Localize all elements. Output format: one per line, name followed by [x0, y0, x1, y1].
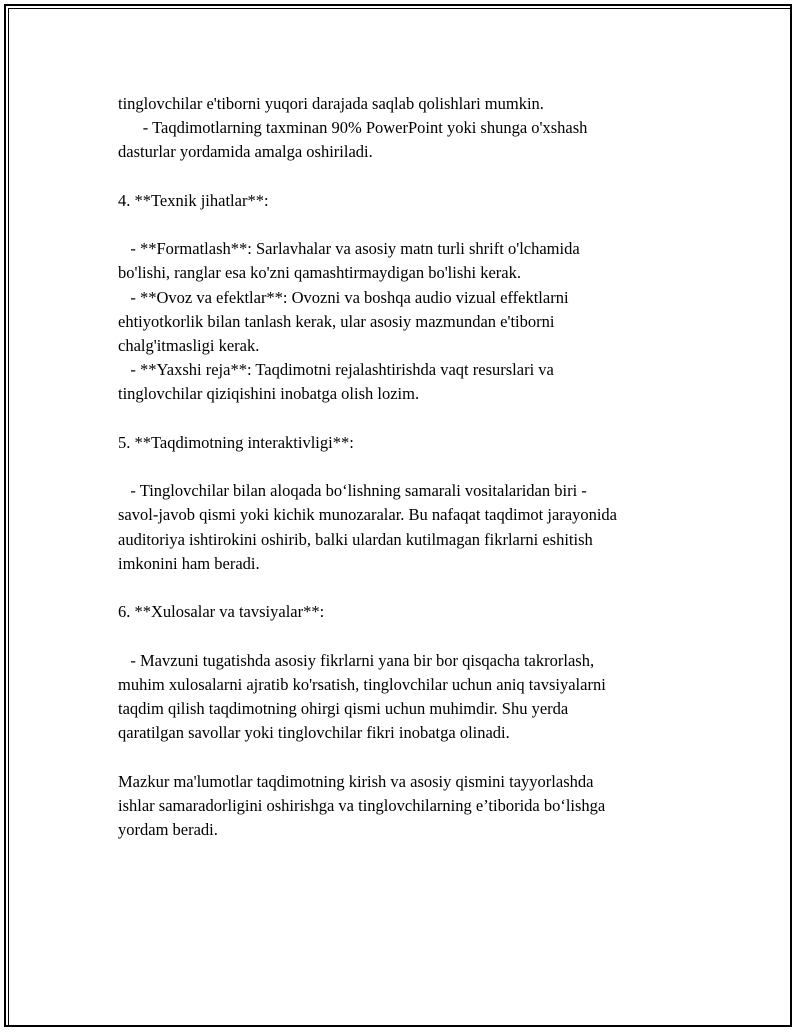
- blank-line: [118, 213, 688, 237]
- blank-line: [118, 624, 688, 648]
- text-line: - Taqdimotlarning taxminan 90% PowerPoint yoki shunga o'xshash: [118, 118, 588, 138]
- text-line: dasturlar yordamida amalga oshiriladi.: [118, 142, 373, 162]
- text-line: savol-javob qismi yoki kichik munozaralar. Bu nafaqat taqdimot jarayonida: [118, 505, 617, 525]
- blank-line: [118, 745, 688, 769]
- text-line: yordam beradi.: [118, 819, 218, 839]
- text-line: ishlar samaradorligini oshirishga va tinglovchilarning e’tiborida bo‘lishga: [118, 795, 606, 815]
- blank-line: [118, 576, 688, 600]
- text-line: qaratilgan savollar yoki tinglovchilar fikri inobatga olinadi.: [118, 723, 510, 743]
- text-line: - **Formatlash**: Sarlavhalar va asosiy matn turli shrift o'lchamida: [118, 239, 580, 259]
- text-line: bo'lishi, ranglar esa ko'zni qamashtirmaydigan bo'lishi kerak.: [118, 263, 521, 283]
- text-line: - Mavzuni tugatishda asosiy fikrlarni yana bir bor qisqacha takrorlash,: [118, 650, 595, 670]
- section-heading: 6. **Xulosalar va tavsiyalar**:: [118, 602, 325, 622]
- text-line: imkonini ham beradi.: [118, 553, 260, 573]
- text-line: muhim xulosalarni ajratib ko'rsatish, tinglovchilar uchun aniq tavsiyalarni: [118, 674, 606, 694]
- text-line: - **Yaxshi reja**: Taqdimotni rejalashtirishda vaqt resurslari va: [118, 360, 554, 380]
- section-heading: 4. **Texnik jihatlar**:: [118, 190, 269, 210]
- text-line: - **Ovoz va efektlar**: Ovozni va boshqa audio vizual effektlarni: [118, 287, 569, 307]
- blank-line: [118, 455, 688, 479]
- text-line: Mazkur ma'lumotlar taqdimotning kirish va asosiy qismini tayyorlashda: [118, 771, 594, 791]
- text-line: auditoriya ishtirokini oshirib, balki ulardan kutilmagan fikrlarni eshitish: [118, 529, 593, 549]
- blank-line: [118, 407, 688, 431]
- text-line: chalg'itmasligi kerak.: [118, 336, 260, 355]
- text-line: tinglovchilar qiziqishini inobatga olish lozim.: [118, 384, 420, 404]
- blank-line: [118, 165, 688, 189]
- section-heading: 5. **Taqdimotning interaktivligi**:: [118, 432, 354, 452]
- text-line: taqdim qilish taqdimotning ohirgi qismi uchun muhimdir. Shu yerda: [118, 698, 569, 718]
- document-body: [118, 92, 688, 842]
- text-line: - Tinglovchilar bilan aloqada bo‘lishning samarali vositalaridan biri -: [118, 481, 587, 501]
- text-line: tinglovchilar e'tiborni yuqori darajada saqlab qolishlari mumkin.: [118, 94, 544, 113]
- text-line: ehtiyotkorlik bilan tanlash kerak, ular asosiy mazmundan e'tiborni: [118, 311, 555, 331]
